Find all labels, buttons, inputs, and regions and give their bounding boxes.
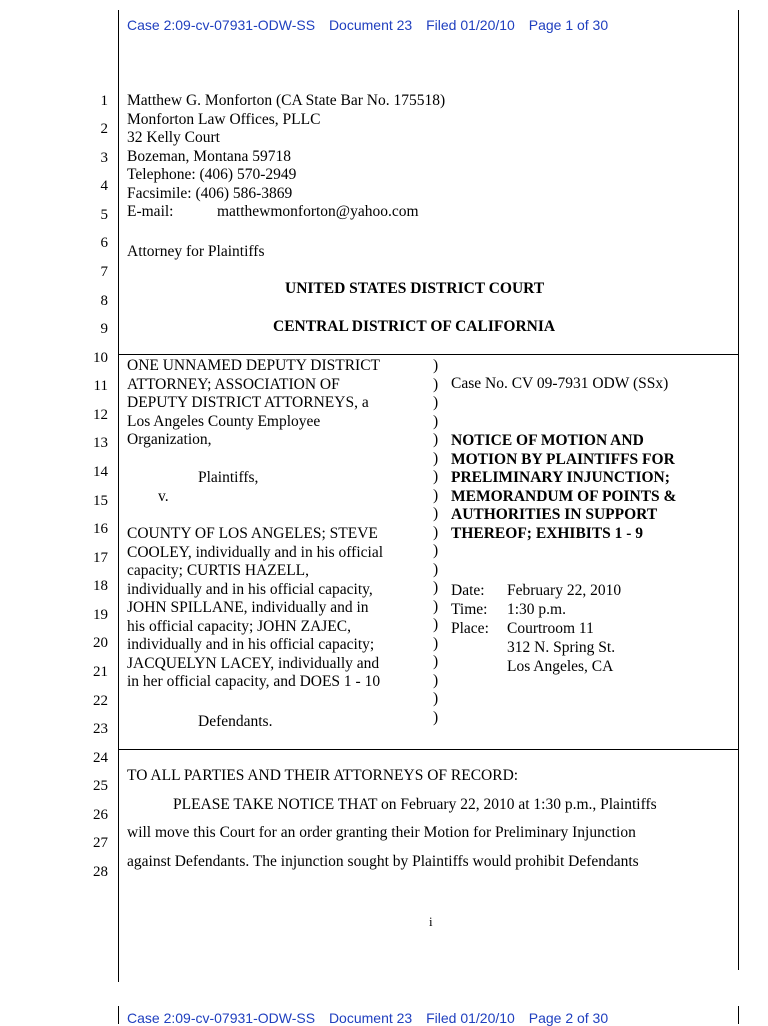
hearing-place-value: Courtroom 11: [507, 620, 594, 637]
defendants-line: JOHN SPILLANE, individually and in: [127, 599, 369, 616]
line-number: 16: [93, 521, 108, 537]
attorney-line: Telephone: (406) 570-2949: [127, 166, 297, 183]
defendants-line: COUNTY OF LOS ANGELES; STEVE: [127, 525, 378, 542]
versus: v.: [158, 488, 169, 505]
hearing-place-city: Los Angeles, CA: [507, 658, 614, 675]
motion-title-line: MOTION BY PLAINTIFFS FOR: [451, 450, 675, 468]
motion-title-line: THEREOF; EXHIBITS 1 - 9: [451, 524, 644, 542]
header-case-number: Case 2:09-cv-07931-ODW-SS: [127, 17, 316, 33]
plaintiffs-line: Los Angeles County Employee: [127, 412, 321, 430]
line-number: 2: [100, 121, 108, 137]
body-line: PLEASE TAKE NOTICE THAT on February 22, 2010 at 1:30 p.m., Plaintiffs: [173, 796, 657, 813]
line-number: 10: [93, 350, 108, 366]
case-number: Case No. CV 09-7931 ODW (SSx): [451, 375, 669, 392]
paren: ): [433, 597, 439, 615]
paren: ): [433, 634, 439, 652]
line-number: 9: [100, 321, 108, 337]
line-number: 5: [100, 207, 108, 223]
plaintiffs-block: [127, 357, 380, 450]
line-number: 18: [93, 578, 108, 594]
court-district: CENTRAL DISTRICT OF CALIFORNIA: [273, 318, 556, 335]
defendants-line: COOLEY, individually and in his official: [127, 543, 384, 561]
defendants-label: Defendants.: [198, 713, 273, 730]
header-filed-date: Filed 01/20/10: [426, 17, 515, 33]
defendants-line: individually and in his official capacity;: [127, 636, 375, 653]
hearing-place-label: Place:: [451, 620, 489, 637]
line-number: 25: [93, 778, 108, 794]
hearing-date-value: February 22, 2010: [507, 582, 622, 599]
header-document: Document 23: [328, 17, 413, 33]
plaintiffs-line: ONE UNNAMED DEPUTY DISTRICT: [127, 357, 381, 374]
line-number: 24: [93, 750, 108, 766]
line-number: 17: [93, 550, 108, 566]
paren: ): [433, 468, 439, 485]
paren: ): [433, 394, 439, 411]
paren: ): [433, 486, 439, 504]
line-number: 3: [100, 150, 108, 166]
line-number: 27: [93, 835, 108, 851]
header-document: Document 23: [328, 1010, 413, 1026]
paren: ): [433, 542, 439, 559]
paren: ): [433, 412, 439, 430]
motion-title-line: PRELIMINARY INJUNCTION;: [451, 469, 670, 486]
hearing-time-label: Time:: [451, 601, 488, 618]
paren: ): [433, 616, 439, 633]
email-label: E-mail:: [127, 203, 174, 220]
paren: ): [433, 690, 439, 707]
paren: ): [433, 653, 439, 670]
line-number: 7: [100, 264, 108, 280]
caption-bottom-rule: [118, 749, 738, 750]
body-line: will move this Court for an order granting their Motion for Preliminary Injunction: [127, 824, 636, 841]
attorney-line: Facsimile: (406) 586-3869: [127, 184, 293, 202]
line-number: 15: [93, 493, 108, 509]
line-number: 14: [93, 464, 108, 480]
paren: ): [433, 357, 439, 374]
body-salutation: TO ALL PARTIES AND THEIR ATTORNEYS OF RECORD:: [127, 767, 519, 784]
left-margin-rule: [118, 10, 119, 982]
footer-page-number: i: [429, 914, 433, 929]
line-number: 8: [100, 293, 108, 309]
line-number: 23: [93, 721, 108, 737]
hearing-place-street: 312 N. Spring St.: [507, 639, 616, 656]
attorney-line: 32 Kelly Court: [127, 129, 220, 146]
line-number: 22: [93, 693, 108, 709]
line-number: 26: [93, 807, 108, 823]
paren: ): [433, 708, 439, 726]
body-line: against Defendants. The injunction sought by Plaintiffs would prohibit Defendants: [127, 853, 639, 870]
plaintiffs-line: ATTORNEY; ASSOCIATION OF: [127, 375, 340, 393]
line-number: 21: [93, 664, 108, 680]
paren: ): [433, 375, 439, 393]
defendants-line: capacity; CURTIS HAZELL,: [127, 562, 310, 579]
line-number: 11: [93, 378, 108, 394]
motion-title-line: NOTICE OF MOTION AND: [451, 432, 644, 449]
attorney-for: Attorney for Plaintiffs: [127, 243, 265, 260]
header-case-number: Case 2:09-cv-07931-ODW-SS: [127, 1010, 316, 1026]
plaintiffs-line: DEPUTY DISTRICT ATTORNEYS, a: [127, 394, 369, 411]
defendants-block: [127, 525, 383, 692]
plaintiffs-line: Organization,: [127, 431, 212, 448]
line-number: 20: [93, 635, 108, 651]
paren: ): [433, 431, 439, 448]
plaintiffs-label: Plaintiffs,: [198, 469, 259, 486]
paren: ): [433, 449, 439, 467]
page2-left-margin-rule: [118, 1006, 119, 1024]
defendants-line: in her official capacity, and DOES 1 - 10: [127, 673, 381, 690]
hearing-time-value: 1:30 p.m.: [507, 601, 566, 618]
email-address: matthewmonforton@yahoo.com: [217, 203, 419, 220]
defendants-line: individually and in his official capacity,: [127, 580, 373, 598]
attorney-line: Matthew G. Monforton (CA State Bar No. 175518): [127, 92, 446, 109]
attorney-line: Monforton Law Offices, PLLC: [127, 110, 321, 128]
motion-title-line: AUTHORITIES IN SUPPORT: [451, 506, 658, 523]
motion-title: [451, 432, 676, 543]
paren: ): [433, 523, 439, 541]
paren: ): [433, 671, 439, 689]
paren: ): [433, 560, 439, 578]
hearing-date-label: Date:: [451, 582, 485, 599]
motion-title-line: MEMORANDUM OF POINTS &: [451, 487, 677, 505]
header-page-count: Page 2 of 30: [528, 1010, 609, 1026]
line-number: 1: [100, 93, 108, 109]
caption-paren-column: [433, 357, 438, 727]
line-number: 13: [93, 435, 108, 451]
court-name: UNITED STATES DISTRICT COURT: [285, 280, 545, 297]
caption-top-rule: [118, 354, 738, 355]
line-number: 19: [93, 607, 108, 623]
defendants-line: JACQUELYN LACEY, individually and: [127, 654, 380, 672]
line-number: 4: [100, 178, 108, 194]
paren: ): [433, 579, 439, 596]
paren: ): [433, 505, 439, 522]
attorney-block: [127, 92, 445, 222]
page-header: [127, 17, 618, 33]
line-number: 28: [93, 864, 108, 880]
email-line: [127, 203, 445, 222]
line-number: 6: [100, 235, 108, 251]
header-filed-date: Filed 01/20/10: [426, 1010, 515, 1026]
line-number: 12: [93, 407, 108, 423]
right-margin-rule: [738, 10, 739, 970]
attorney-line: Bozeman, Montana 59718: [127, 147, 292, 165]
defendants-line: his official capacity; JOHN ZAJEC,: [127, 617, 351, 635]
page2-right-margin-rule: [738, 1006, 739, 1024]
header-page-count: Page 1 of 30: [528, 17, 609, 33]
